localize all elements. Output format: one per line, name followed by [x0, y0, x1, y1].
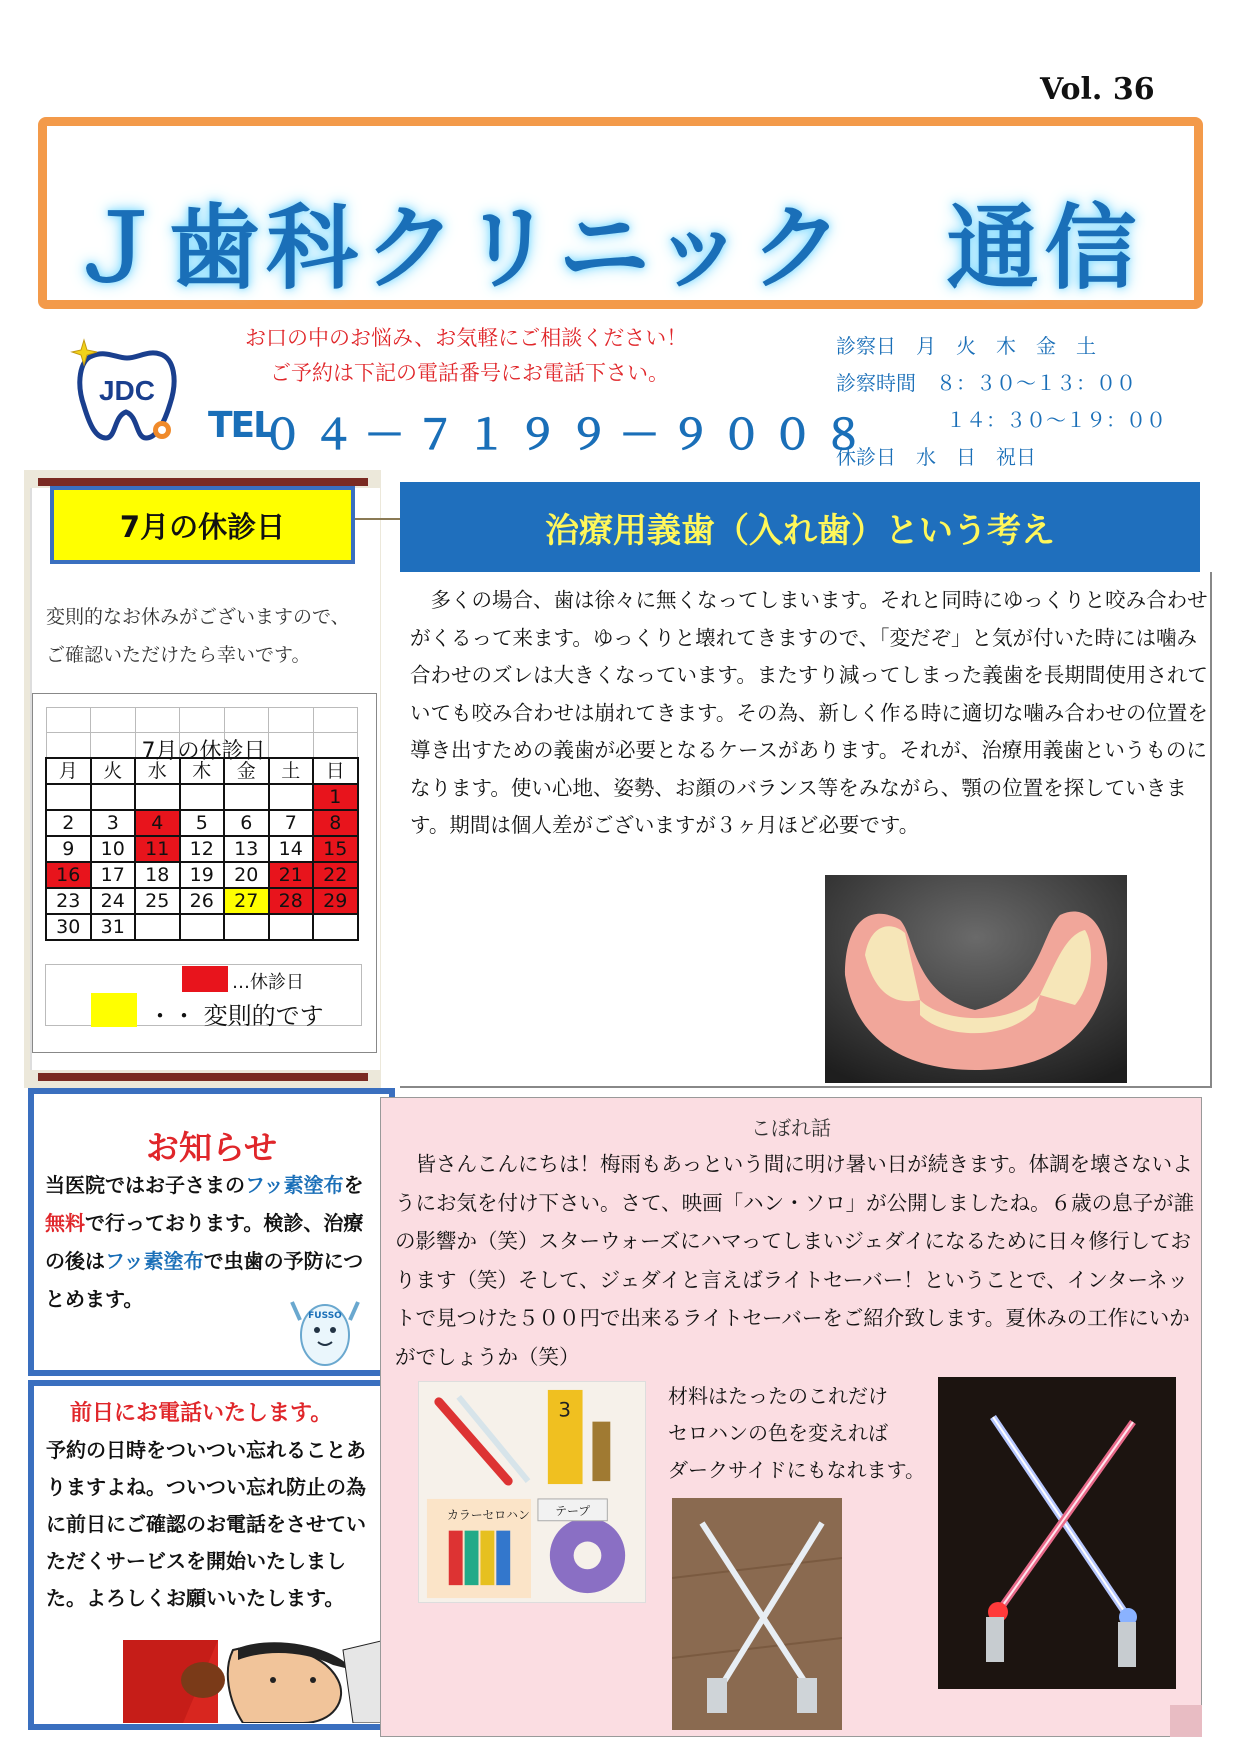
calendar-day: [269, 784, 314, 810]
calendar-day: 21: [269, 862, 314, 888]
lightsaber-photo-off: [672, 1498, 842, 1730]
koboreba-body: 皆さんこんにちは！梅雨もあっという間に明け暑い日が続きます。体調を壊さないようにお気を付け下さい。さて、映画「ハン・ソロ」が公開しましたね。６歳の息子が誰の影響か（笑）スターウォーズにハマってしまいジェダイになるために日々修行しております（笑）そして、ジェダイと言えばライトセーバー！ということで、インターネットで見つけた５００円で出来るライトセーバーをご紹介致します。夏休みの工作にいかがでしょうか（笑）: [395, 1152, 1195, 1369]
consult-hours-am: 診察時間 ８：３０～１３：００: [836, 371, 1136, 395]
calendar-blank-cell: [224, 708, 269, 733]
weekday-header: 月: [46, 758, 91, 784]
calendar-day: [269, 914, 314, 940]
call-service-title: 前日にお電話いたします。: [70, 1401, 333, 1426]
materials-caption: 材料はたったのこれだけ セロハンの色を変えれば ダークサイドにもなれます。: [668, 1384, 925, 1482]
calendar-day: [135, 784, 180, 810]
calendar-day: 1: [313, 784, 358, 810]
logo-text: JDC: [98, 375, 156, 406]
legend-irregular-label: ・・ 変則的です: [148, 1002, 324, 1030]
calendar-day: [46, 784, 91, 810]
calendar-day: 28: [269, 888, 314, 914]
calendar-day: 16: [46, 862, 91, 888]
calendar-day: 27: [224, 888, 269, 914]
lightsaber-photo-lit: [938, 1377, 1176, 1689]
materials-photo: [418, 1381, 646, 1603]
calendar-day: 24: [91, 888, 136, 914]
denture-photo: [825, 875, 1127, 1083]
free-highlight: 無料: [45, 1211, 85, 1235]
legend-irregular-swatch: [91, 993, 137, 1027]
calendar-blank-cell: [269, 708, 314, 733]
treatment-heading: 治療用義歯（入れ歯）という考え: [400, 482, 1200, 572]
calendar-day: [180, 784, 225, 810]
connector-line: [355, 518, 401, 520]
calendar-day: 8: [313, 810, 358, 836]
calendar-day: 13: [224, 836, 269, 862]
calendar-day: [91, 784, 136, 810]
notice-title: お知らせ: [145, 1128, 277, 1167]
koboreba-title: こぼれ話: [751, 1116, 831, 1140]
calendar-day: 2: [46, 810, 91, 836]
calendar-day: 6: [224, 810, 269, 836]
tagline-reserve: ご予約は下記の電話番号にお電話下さい。: [270, 361, 669, 385]
calendar-day: 7: [269, 810, 314, 836]
calendar-blank-cell: [91, 708, 136, 733]
calendar-day: [180, 914, 225, 940]
weekday-header: 土: [269, 758, 314, 784]
fluoride-mascot-icon: [290, 1290, 360, 1370]
calendar-day: 11: [135, 836, 180, 862]
calendar-day: 5: [180, 810, 225, 836]
calendar-day: 19: [180, 862, 225, 888]
consult-hours-pm: １４：３０～１９：００: [946, 408, 1166, 432]
notice-body: 当医院ではお子さまのフッ素塗布を無料で行っております。検診、治療の後はフッ素塗布で虫歯の予防につとめます。: [45, 1173, 364, 1311]
svg-text:3: 3: [558, 1398, 572, 1422]
treatment-body: 多くの場合、歯は徐々に無くなってしまいます。それと同時にゆっくりと咬み合わせがくるって来ます。ゆっくりと壊れてきますので、「変だぞ」と気が付いた時には噛み合わせのズレは大きくなっています。またすり減ってしまった義歯を長期間使用されていても咬み合わせは崩れてきます。その為、新しく作る時に適切な噛み合わせの位置を導き出すための義歯が必要となるケースがあります。それが、治療用義歯というものになります。使い心地、姿勢、お顔のバランス等をみながら、顎の位置を探していきます。期間は個人差がございますが３ヶ月ほど必要です。: [410, 588, 1208, 837]
closed-days-line: 休診日 水 日 祝日: [836, 445, 1036, 469]
clinic-logo: [70, 328, 185, 448]
weekday-header: 木: [180, 758, 225, 784]
phone-number[interactable]: ０４－７１９９－９００８: [262, 411, 874, 459]
calendar-day: 12: [180, 836, 225, 862]
calendar-day: [313, 914, 358, 940]
calendar-day: 14: [269, 836, 314, 862]
calendar-day: 17: [91, 862, 136, 888]
fluoride-highlight: フッ素塗布: [105, 1249, 204, 1273]
calendar-day: 20: [224, 862, 269, 888]
calendar-day: 31: [91, 914, 136, 940]
calendar-day: 29: [313, 888, 358, 914]
calendar-title: 7月の休診日: [141, 739, 266, 764]
calendar-day: [135, 914, 180, 940]
calendar-day: 23: [46, 888, 91, 914]
closed-days-badge: 7月の休診日: [50, 486, 355, 564]
calendar-blank-cell: [180, 708, 225, 733]
legend-closed-label: …休診日: [232, 972, 304, 993]
svg-text:テープ: テープ: [555, 1503, 591, 1518]
call-service-body: 予約の日時をついつい忘れることありますよね。ついつい忘れ防止の為に前日にご確認のお電話をさせていただくサービスを開始いたしました。よろしくお願いいたします。: [46, 1438, 366, 1610]
volume-label: Vol. 36: [1040, 72, 1155, 107]
calendar-day: 3: [91, 810, 136, 836]
legend-closed-swatch: [182, 966, 228, 992]
calendar-day: 4: [135, 810, 180, 836]
calendar-blank-cell: [46, 708, 91, 733]
tel-icon: TEL: [208, 405, 275, 446]
calendar-day: [224, 784, 269, 810]
svg-text:カラーセロハン: カラーセロハン: [446, 1507, 530, 1522]
calendar-day: 22: [313, 862, 358, 888]
consult-days: 診察日 月 火 木 金 土: [836, 334, 1096, 358]
weekday-header: 金: [224, 758, 269, 784]
calendar-day: 25: [135, 888, 180, 914]
calendar-blank-cell: [313, 708, 358, 733]
calendar-day: 10: [91, 836, 136, 862]
scroll-top-bar: [38, 478, 368, 486]
scroll-bottom-bar: [38, 1073, 368, 1081]
weekday-header: 日: [313, 758, 358, 784]
calendar-day: 9: [46, 836, 91, 862]
svg-text:FUSSO: FUSSO: [308, 1311, 342, 1321]
calendar-day: 18: [135, 862, 180, 888]
closed-days-note: 変則的なお休みがございますので、ご確認いただけたら幸いです。: [46, 606, 350, 666]
weekday-header: 火: [91, 758, 136, 784]
fluoride-highlight: フッ素塗布: [245, 1173, 344, 1197]
calendar-day: 15: [313, 836, 358, 862]
calendar-blank-cell: [135, 708, 180, 733]
calendar-day: 26: [180, 888, 225, 914]
comic-phone-illustration: [123, 1640, 385, 1723]
tagline-consult: お口の中のお悩み、お気軽にご相談ください！: [245, 326, 688, 350]
calendar-day: 30: [46, 914, 91, 940]
calendar-day: [224, 914, 269, 940]
page-curl: [1170, 1705, 1202, 1737]
weekday-header: 水: [135, 758, 180, 784]
newsletter-title: Ｊ歯科クリニック 通信: [70, 195, 1143, 302]
